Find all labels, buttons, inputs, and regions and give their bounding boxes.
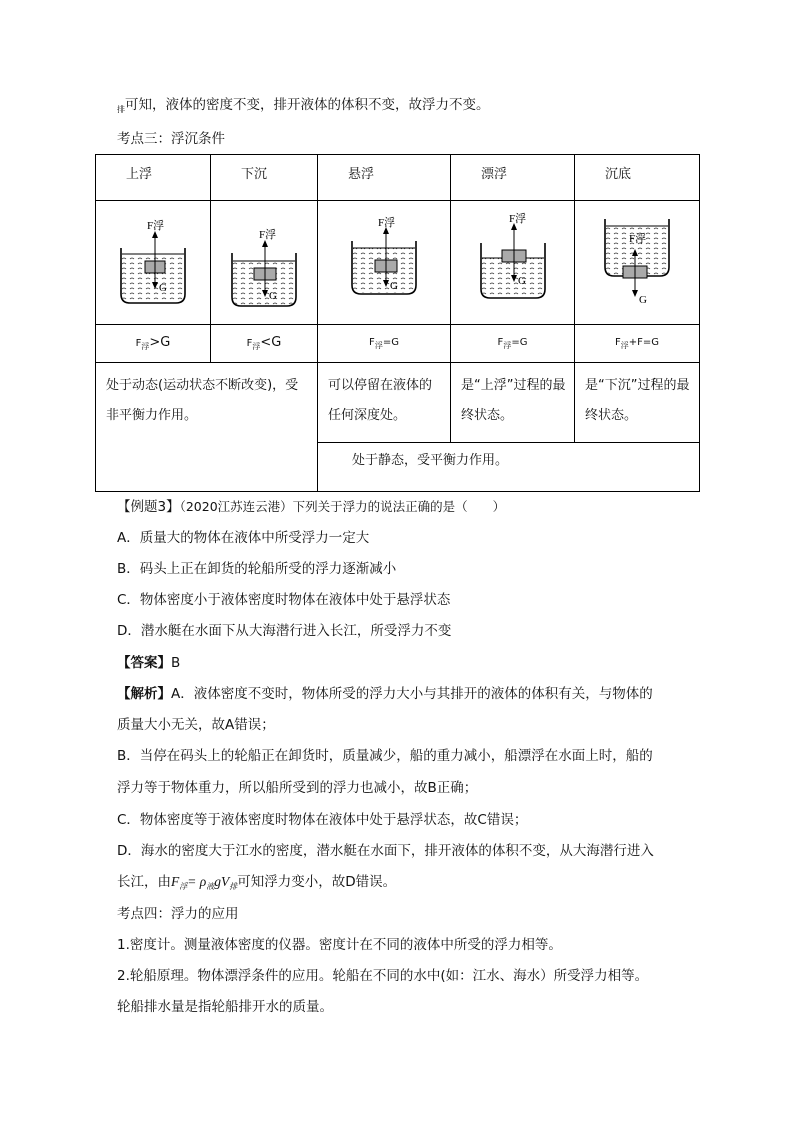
header-rise: 上浮 — [96, 155, 211, 201]
relation-sink: $F_浮<G$ — [211, 325, 318, 363]
desc-sink: 是“下沉”过程的最终状态。 — [575, 363, 700, 443]
figure-float-cell — [451, 201, 575, 325]
label-weight-sink: G — [269, 289, 277, 302]
option-d: D．潜水艇在水面下从大海潜行进入长江，所受浮力不变 — [117, 623, 452, 639]
analysis-line-1: 【解析】A．液体密度不变时，物体所受的浮力大小与其排开的液体的体积有关，与物体的 — [117, 686, 653, 702]
label-weight-bottom: G — [639, 293, 647, 306]
desc-static: 处于静态，受平衡力作用。 — [318, 443, 700, 492]
relation-float: $F_浮=G$ — [451, 325, 575, 363]
answer-line — [117, 653, 180, 673]
section4-title: 考点四：浮力的应用 — [117, 906, 239, 922]
intro-line — [117, 95, 490, 120]
figure-float — [465, 211, 561, 311]
answer-value: B — [171, 655, 181, 671]
analysis-line-4: 浮力等于物体重力，所以船所受到的浮力也减小，故B正确； — [117, 780, 478, 796]
section3-title: 考点三：浮沉条件 — [117, 131, 225, 147]
figure-suspend-cell — [318, 201, 451, 325]
header-float: 漂浮 — [451, 155, 575, 201]
answer-label: 【答案】 — [117, 655, 171, 671]
app-3: 轮船排水量是指轮船排开水的质量。 — [117, 999, 333, 1015]
analysis-line-6: D．海水的密度大于江水的密度，潜水艇在水面下，排开液体的体积不变，从大海潜行进入 — [117, 843, 654, 859]
float-sink-table — [95, 154, 700, 492]
label-buoyancy-suspend: F浮 — [378, 216, 396, 229]
relation-suspend: $F_浮=G$ — [318, 325, 451, 363]
analysis-line-2: 质量大小无关，故A错误； — [117, 717, 275, 733]
header-sink: 下沉 — [211, 155, 318, 201]
intro-text: 可知，液体的密度不变，排开液体的体积不变，故浮力不变。 — [125, 97, 490, 113]
label-buoyancy-sink: F浮 — [259, 228, 277, 241]
figure-sink — [216, 211, 312, 311]
option-a: A．质量大的物体在液体中所受浮力一定大 — [117, 530, 370, 546]
intro-subscript: 排 — [117, 105, 125, 114]
analysis-label: 【解析】 — [117, 686, 171, 702]
label-weight-float: G — [517, 274, 526, 287]
label-weight-suspend: G — [390, 279, 398, 292]
app-2: 2.轮船原理。物体漂浮条件的应用。轮船在不同的水中(如：江水、海水）所受浮力相等。 — [117, 968, 649, 984]
label-buoyancy-bottom: F浮 — [629, 232, 647, 245]
figure-rise-cell — [96, 201, 211, 325]
relation-rise: $F_浮>G$ — [96, 325, 211, 363]
label-buoyancy-rise: F浮 — [147, 219, 165, 232]
header-bottom: 沉底 — [575, 155, 700, 201]
desc-dynamic: 处于动态(运动状态不断改变)，受非平衡力作用。 — [96, 363, 318, 492]
example-source: （2020江苏连云港）下列关于浮力的说法正确的是（ ） — [179, 499, 506, 514]
label-weight-rise: G — [159, 281, 167, 294]
figure-rise — [105, 211, 201, 311]
analysis-line-3: B．当停在码头上的轮船正在卸货时，质量减少，船的重力减小，船漂浮在水面上时，船的 — [117, 748, 653, 764]
analysis-line-5: C．物体密度等于液体密度时物体在液体中处于悬浮状态，故C错误； — [117, 812, 528, 828]
app-1: 1.密度计。测量液体密度的仪器。密度计在不同的液体中所受的浮力相等。 — [117, 937, 562, 953]
example-heading — [117, 497, 505, 517]
figure-bottom-cell — [575, 201, 700, 325]
option-b: B．码头上正在卸货的轮船所受的浮力逐渐减小 — [117, 561, 397, 577]
header-suspend: 悬浮 — [318, 155, 451, 201]
desc-float: 是“上浮”过程的最终状态。 — [451, 363, 575, 443]
example-label: 【例题3】 — [117, 499, 180, 515]
figure-bottom — [589, 211, 685, 311]
analysis-line-7: 长江，由$F_浮= \rho_液gV_排$可知浮力变小，故D错误。 — [117, 874, 397, 891]
figure-suspend — [336, 211, 432, 311]
desc-suspend: 可以停留在液体的任何深度处。 — [318, 363, 451, 443]
option-c: C．物体密度小于液体密度时物体在液体中处于悬浮状态 — [117, 592, 451, 608]
formula: $F_浮= \rho_液gV_排$ — [171, 874, 238, 891]
label-buoyancy-float: F浮 — [508, 212, 526, 225]
figure-sink-cell — [211, 201, 318, 325]
relation-bottom: $F_浮+F=G$ — [575, 325, 700, 363]
